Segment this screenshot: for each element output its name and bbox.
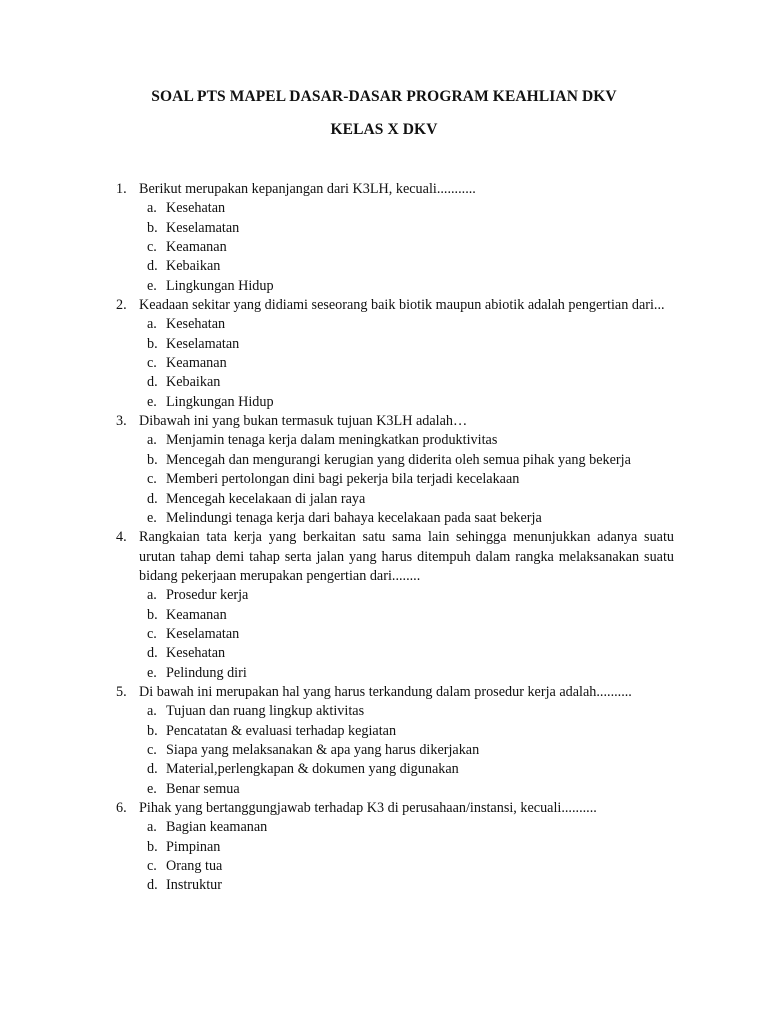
question-text: Di bawah ini merupakan hal yang harus terkandung dalam prosedur kerja adalah..........: [139, 683, 632, 700]
answer-option: [0, 857, 768, 876]
question-item: [0, 683, 768, 799]
option-letter: c.: [147, 741, 157, 758]
answer-option: [0, 373, 768, 392]
answer-option: [0, 760, 768, 779]
option-letter: b.: [147, 606, 158, 623]
question-number: 2.: [116, 297, 127, 314]
question-text: Pihak yang bertanggungjawab terhadap K3 di perusahaan/instansi, kecuali..........: [139, 800, 597, 816]
option-letter: a.: [147, 432, 157, 449]
answer-option: [0, 702, 768, 721]
answer-option: [0, 586, 768, 605]
option-text: Lingkungan Hidup: [166, 393, 274, 410]
option-letter: b.: [147, 451, 158, 468]
option-text: Keamanan: [166, 239, 227, 256]
answer-option: [0, 644, 768, 663]
option-letter: b.: [147, 335, 158, 352]
option-letter: e.: [147, 277, 157, 294]
option-letter: a.: [147, 200, 157, 217]
answer-option: [0, 257, 768, 276]
option-letter: c.: [147, 471, 157, 488]
option-text: Kesehatan: [166, 200, 226, 217]
option-letter: d.: [147, 761, 158, 778]
question-number: 3.: [116, 413, 127, 430]
answer-option: [0, 277, 768, 296]
answer-option: [0, 335, 768, 354]
option-letter: c.: [147, 858, 157, 875]
question-text: Rangkaian tata kerja yang berkaitan satu sama lain sehingga menunjukkan adanya suatu urutan tahap demi tahap serta jalan yang harus ditempuh dalam rangka melaksanakan suatu bidang pekerjaan merupakan pengertian dari........: [139, 529, 674, 584]
answer-option: [0, 741, 768, 760]
answer-option: [0, 780, 768, 799]
option-letter: e.: [147, 509, 157, 526]
option-letter: a.: [147, 587, 157, 604]
question-item: [0, 180, 768, 296]
option-letter: c.: [147, 625, 157, 642]
question-number: 4.: [116, 529, 127, 546]
option-letter: a.: [147, 316, 157, 333]
question-text: Dibawah ini yang bukan termasuk tujuan K3LH adalah…: [139, 413, 468, 430]
option-letter: d.: [147, 258, 158, 275]
option-text: Material,perlengkapan & dokumen yang digunakan: [166, 761, 459, 778]
answer-option: [0, 393, 768, 412]
option-list: [0, 702, 768, 799]
option-letter: a.: [147, 703, 157, 720]
answer-option: [0, 315, 768, 334]
question-text: Berikut merupakan kepanjangan dari K3LH, kecuali...........: [139, 181, 476, 197]
option-text: Lingkungan Hidup: [166, 277, 274, 294]
option-text: Prosedur kerja: [166, 587, 249, 604]
option-text: Keselamatan: [166, 625, 240, 642]
option-text: Kesehatan: [166, 316, 226, 333]
question-number: 1.: [116, 181, 127, 197]
option-letter: d.: [147, 877, 158, 894]
answer-option: [0, 354, 768, 373]
answer-option: [0, 490, 768, 509]
option-letter: d.: [147, 645, 158, 662]
option-letter: d.: [147, 374, 158, 391]
option-text: Memberi pertolongan dini bagi pekerja bila terjadi kecelakaan: [166, 471, 520, 488]
answer-option: [0, 431, 768, 450]
option-letter: e.: [147, 780, 157, 797]
option-text: Pencatatan & evaluasi terhadap kegiatan: [166, 722, 397, 739]
answer-option: [0, 451, 768, 470]
question-number: 5.: [116, 683, 127, 700]
question-list: [0, 180, 768, 896]
answer-option: [0, 199, 768, 218]
option-letter: c.: [147, 239, 157, 256]
option-text: Melindungi tenaga kerja dari bahaya kecelakaan pada saat bekerja: [166, 509, 542, 526]
option-list: [0, 431, 768, 528]
option-list: [0, 818, 768, 895]
option-letter: a.: [147, 819, 157, 836]
answer-option: [0, 219, 768, 238]
option-list: [0, 199, 768, 296]
option-text: Keselamatan: [166, 335, 240, 352]
answer-option: [0, 722, 768, 741]
option-text: Keamanan: [166, 355, 227, 372]
option-text: Pimpinan: [166, 838, 221, 855]
option-text: Benar semua: [166, 780, 240, 797]
option-letter: e.: [147, 393, 157, 410]
option-letter: e.: [147, 664, 157, 681]
question-number: 6.: [116, 800, 127, 816]
document-subtitle: KELAS X DKV: [330, 121, 438, 138]
option-list: [0, 586, 768, 683]
answer-option: [0, 470, 768, 489]
answer-option: [0, 818, 768, 837]
option-letter: b.: [147, 722, 158, 739]
option-text: Tujuan dan ruang lingkup aktivitas: [166, 703, 365, 720]
option-text: Siapa yang melaksanakan & apa yang harus dikerjakan: [166, 741, 480, 758]
option-text: Kebaikan: [166, 258, 221, 275]
answer-option: [0, 876, 768, 895]
option-text: Kebaikan: [166, 374, 221, 391]
option-text: Kesehatan: [166, 645, 226, 662]
option-letter: c.: [147, 355, 157, 372]
answer-option: [0, 238, 768, 257]
question-item: [0, 412, 768, 528]
document-title: SOAL PTS MAPEL DASAR-DASAR PROGRAM KEAHLIAN DKV: [151, 88, 617, 105]
question-item: [0, 296, 768, 412]
question-item: [0, 528, 768, 683]
option-text: Mencegah kecelakaan di jalan raya: [166, 490, 366, 507]
question-text: Keadaan sekitar yang didiami seseorang baik biotik maupun abiotik adalah pengertian dari...: [139, 297, 665, 314]
answer-option: [0, 606, 768, 625]
question-item: [0, 799, 768, 896]
answer-option: [0, 838, 768, 857]
option-text: Mencegah dan mengurangi kerugian yang diderita oleh semua pihak yang bekerja: [166, 451, 631, 468]
option-text: Keselamatan: [166, 219, 240, 236]
option-text: Instruktur: [166, 877, 222, 894]
answer-option: [0, 625, 768, 644]
option-letter: d.: [147, 490, 158, 507]
option-text: Bagian keamanan: [166, 819, 268, 836]
answer-option: [0, 509, 768, 528]
option-text: Pelindung diri: [166, 664, 247, 681]
option-text: Orang tua: [166, 858, 223, 875]
answer-option: [0, 664, 768, 683]
option-text: Menjamin tenaga kerja dalam meningkatkan produktivitas: [166, 432, 498, 449]
option-text: Keamanan: [166, 606, 227, 623]
option-list: [0, 315, 768, 412]
option-letter: b.: [147, 838, 158, 855]
option-letter: b.: [147, 219, 158, 236]
